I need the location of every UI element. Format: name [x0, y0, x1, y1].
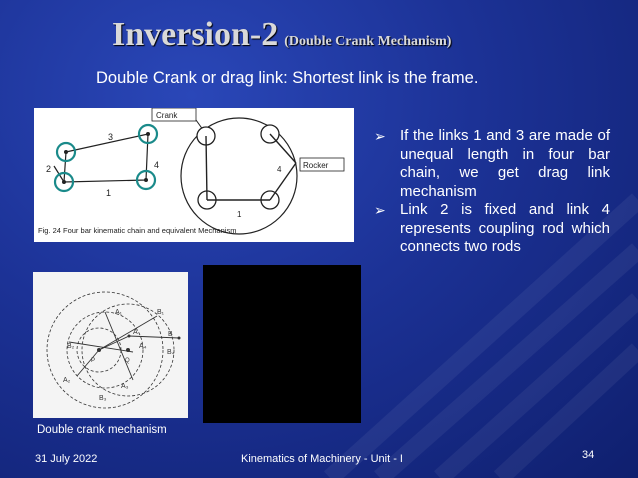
link-label-2: 2	[46, 164, 52, 174]
crank-label: Crank	[156, 111, 178, 120]
double-crank-figure	[33, 272, 188, 418]
arrow-bullet-icon: ➢	[374, 128, 386, 144]
link-label-1: 1	[106, 188, 112, 198]
label-b: B	[168, 331, 173, 338]
label-a1: A₁	[115, 309, 123, 316]
footer-title: Kinematics of Machinery - Unit - I	[241, 453, 403, 465]
double-crank-diagram	[33, 272, 188, 418]
label-a3: A₃	[121, 383, 129, 390]
arrow-bullet-icon: ➢	[374, 202, 386, 218]
label-q: Q	[125, 358, 130, 364]
link-label-3: 3	[108, 132, 114, 142]
bullet-list	[372, 127, 610, 257]
mech-label-4: 4	[277, 165, 282, 174]
slide-subtitle: Double Crank or drag link: Shortest link is the frame.	[96, 69, 479, 87]
video-placeholder	[203, 265, 361, 423]
link-label-4: 4	[154, 160, 160, 170]
bullet-item	[372, 201, 610, 257]
label-p: P	[91, 358, 96, 364]
footer-date: 31 July 2022	[35, 453, 98, 465]
figure-caption: Fig. 24 Four bar kinematic chain and equivalent Mechanism	[38, 226, 237, 235]
mech-label-1: 1	[237, 210, 242, 219]
label-a: A	[133, 329, 138, 336]
label-a2: A₂	[63, 377, 71, 384]
double-crank-caption: Double crank mechanism	[37, 424, 167, 436]
title-sub: (Double Crank Mechanism)	[284, 34, 452, 49]
label-a4: A₄	[139, 343, 147, 350]
rocker-label: Rocker	[303, 161, 329, 170]
page-number: 34	[582, 449, 595, 461]
slide-title	[112, 16, 451, 54]
label-b3: B₃	[99, 395, 107, 402]
four-bar-diagram	[34, 108, 354, 242]
bullet-text: If the links 1 and 3 are made of unequal length in four bar chain, we get drag link mechanism	[400, 127, 610, 200]
label-b1: B₁	[157, 309, 165, 316]
bullet-text: Link 2 is fixed and link 4 represents coupling rod which connects two rods	[400, 201, 610, 255]
title-main: Inversion-2	[112, 16, 279, 53]
label-b4: B₄	[167, 349, 175, 356]
four-bar-figure	[34, 108, 354, 242]
bullet-item	[372, 127, 610, 201]
label-b2: B₂	[67, 343, 75, 350]
